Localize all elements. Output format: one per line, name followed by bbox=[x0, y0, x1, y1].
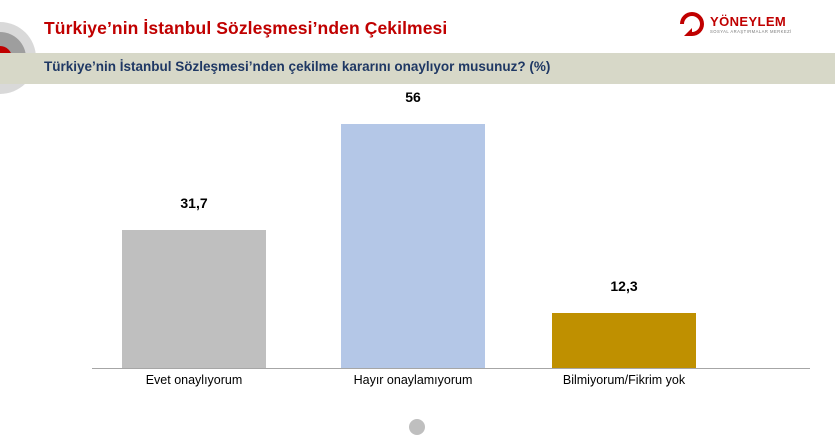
table-row[interactable] bbox=[122, 230, 266, 368]
bar-slot-0 bbox=[122, 102, 266, 368]
brand-logo bbox=[677, 10, 793, 44]
bar-value-label: 12,3 bbox=[610, 278, 638, 294]
yoneylem-logo-icon bbox=[677, 10, 707, 40]
bar-value-label: 56 bbox=[405, 89, 421, 105]
page-title: Türkiye’nin İstanbul Sözleşmesi’nden Çekilmesi bbox=[44, 18, 448, 38]
logo-name: YÖNEYLEM bbox=[710, 14, 787, 29]
slide-indicator-dot bbox=[409, 419, 425, 435]
question-text: Türkiye’nin İstanbul Sözleşmesi’nden çekilme kararını onaylıyor musunuz? (%) bbox=[44, 59, 551, 74]
x-axis-line bbox=[92, 368, 810, 369]
category-labels bbox=[92, 373, 810, 397]
bar-value-label: 31,7 bbox=[180, 195, 208, 211]
bar-slot-1 bbox=[341, 89, 485, 368]
bar-slot-2 bbox=[552, 102, 696, 368]
category-label-2: Bilmiyorum/Fikrim yok bbox=[562, 373, 686, 387]
header bbox=[0, 0, 835, 52]
category-label-0: Evet onaylıyorum bbox=[145, 373, 243, 387]
table-row[interactable] bbox=[552, 313, 696, 368]
category-label-1: Hayır onaylamıyorum bbox=[353, 373, 473, 387]
bar-chart bbox=[0, 89, 835, 392]
bar-series bbox=[92, 89, 810, 368]
table-row[interactable] bbox=[341, 124, 485, 368]
logo-tagline: SOSYAL ARAŞTIRMALAR MERKEZİ bbox=[710, 29, 792, 34]
